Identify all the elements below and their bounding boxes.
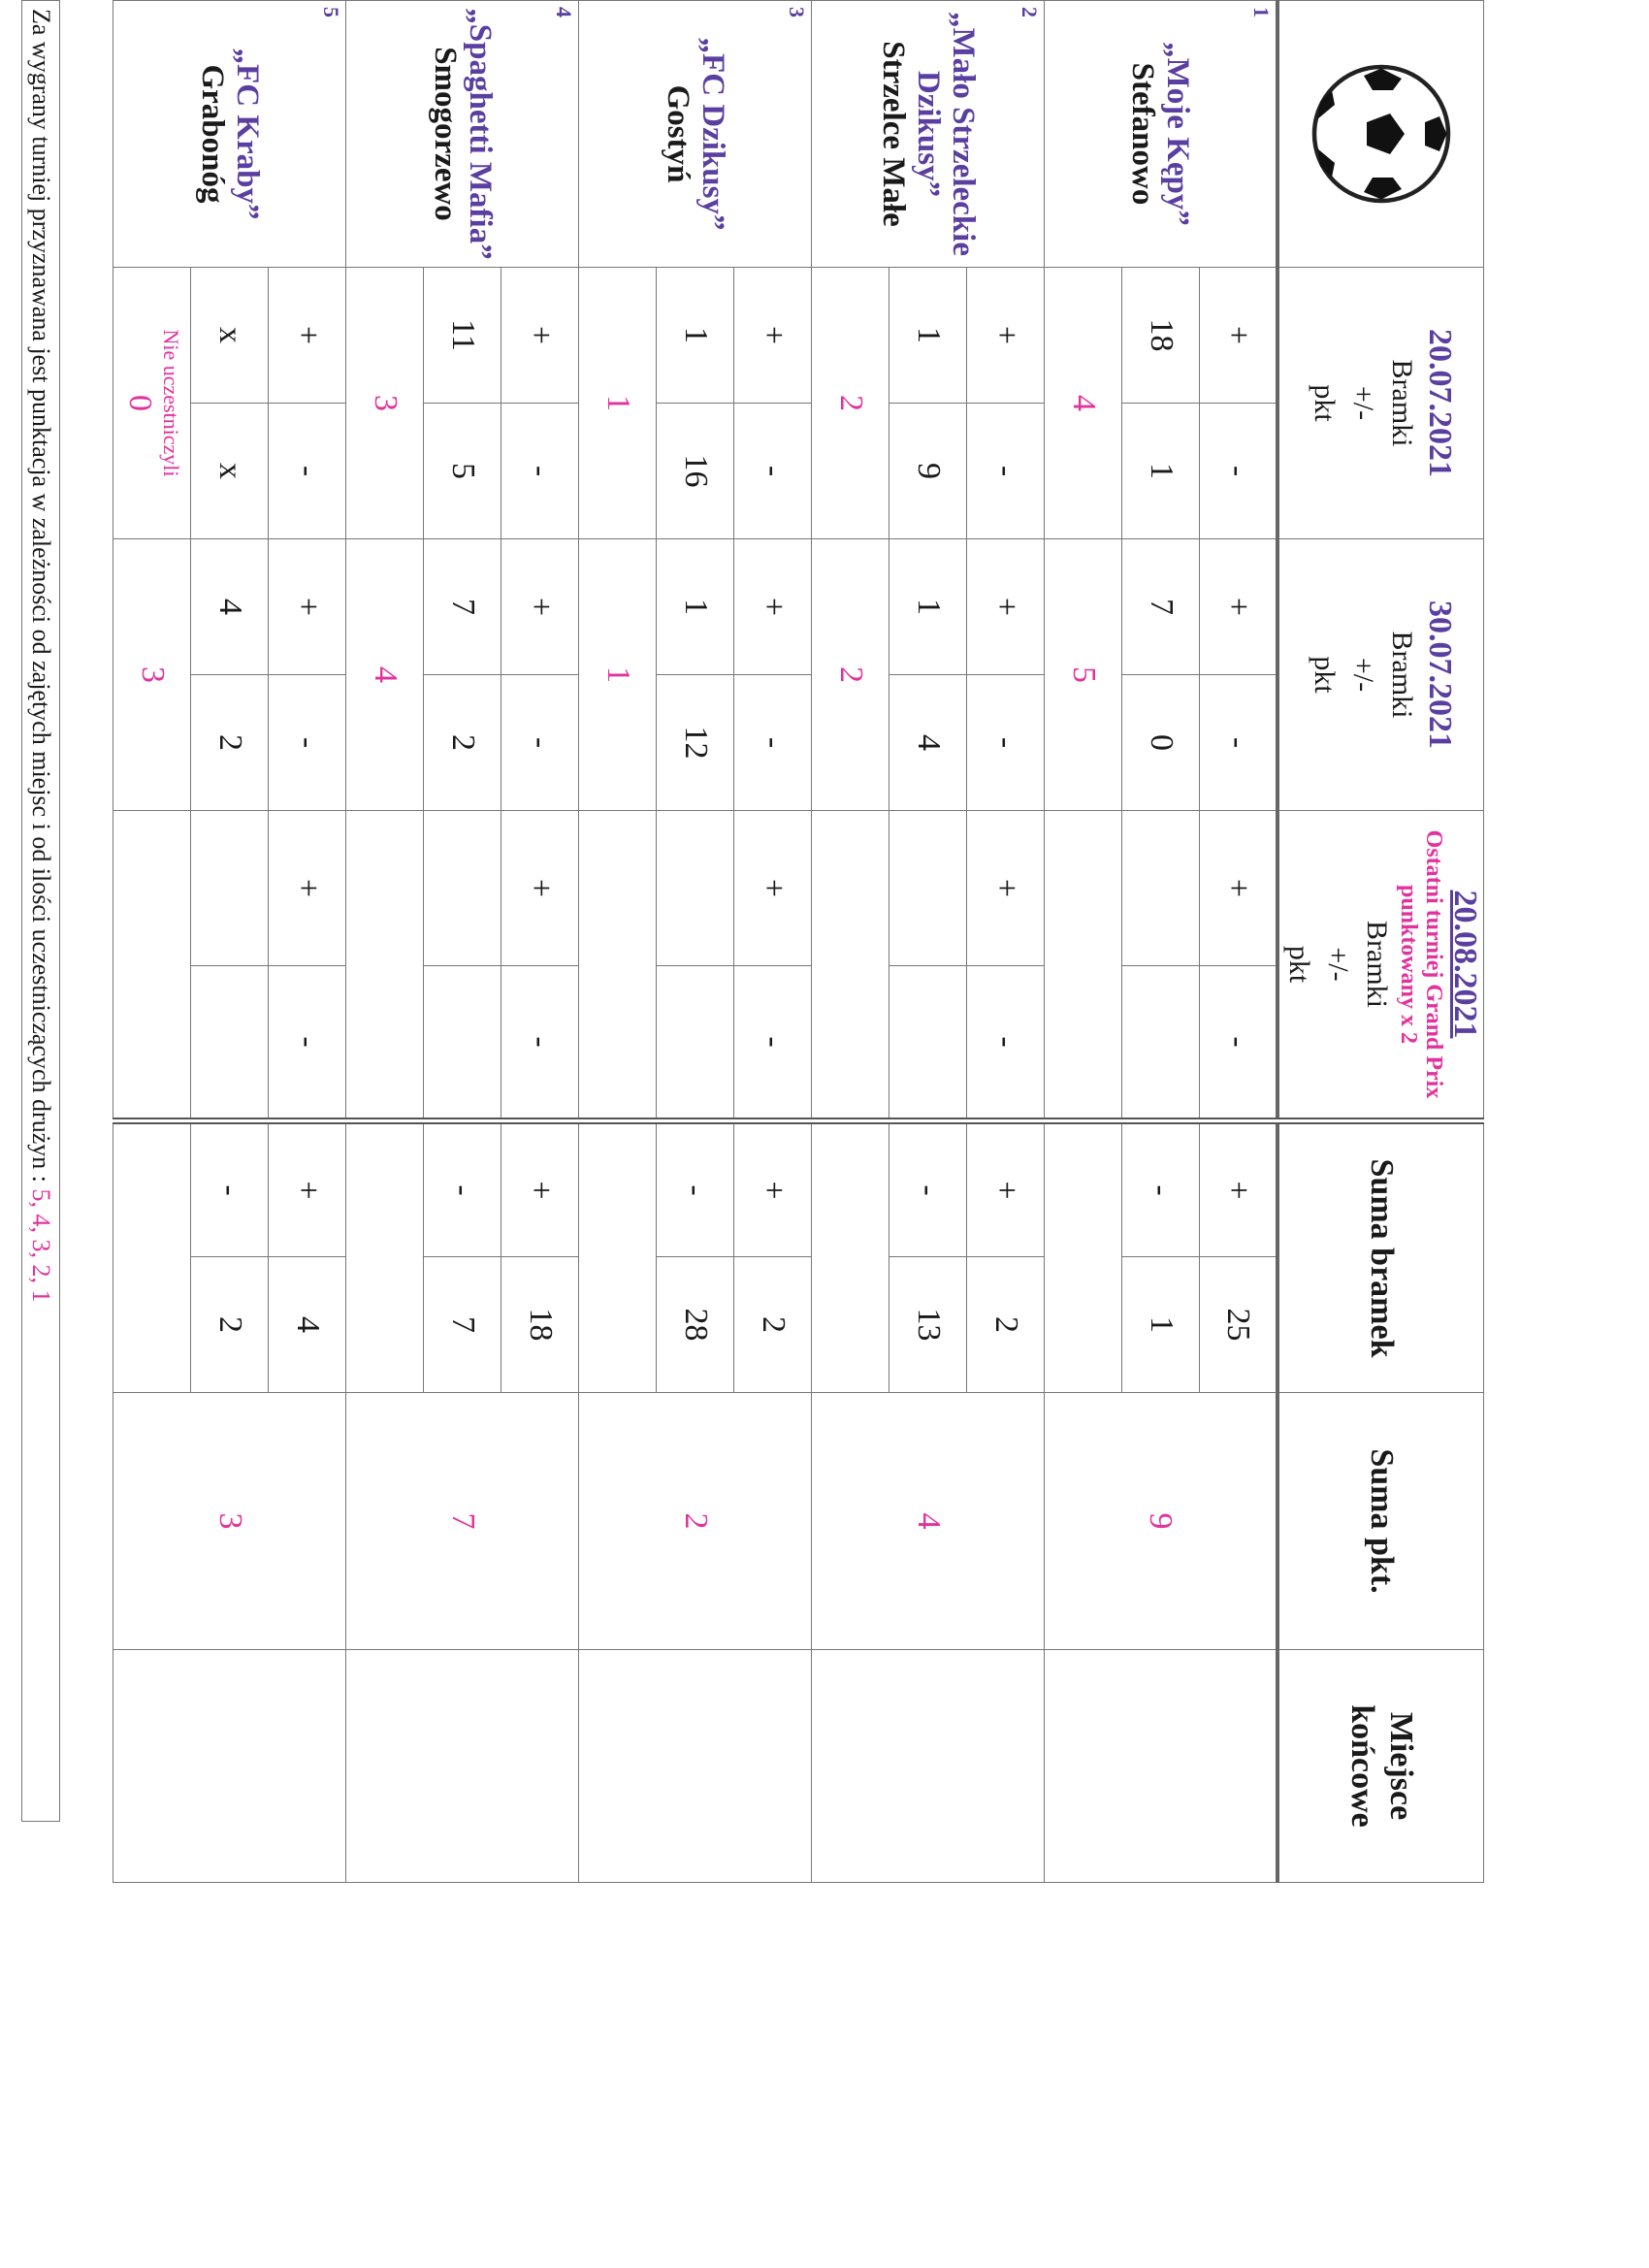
t3-minus-label: - <box>734 966 812 1121</box>
tournament-3-pkt-label: pkt <box>1283 945 1315 984</box>
tournament-3-header <box>1277 811 1484 1121</box>
t3-minus-label: - <box>501 966 579 1121</box>
t2-plus-label: + <box>1200 539 1277 675</box>
tournament-2-date: 30.07.2021 <box>1422 600 1458 749</box>
t3-minus-label: - <box>1200 966 1277 1121</box>
t1-points-value: 1 <box>600 395 636 411</box>
sum-plus-value: 25 <box>1200 1257 1277 1393</box>
team-row <box>269 1 346 1883</box>
sum-minus-label: - <box>1122 1121 1200 1257</box>
suma-pkt-header: Suma pkt. <box>1277 1393 1484 1650</box>
t2-points: 5 <box>1045 539 1122 811</box>
t2-minus-label: - <box>501 675 579 811</box>
team-town: Gostyń <box>661 84 695 183</box>
team-name: „Spaghetti Mafia” <box>463 8 498 260</box>
t1-points <box>1045 268 1122 539</box>
t3-goals-minus <box>657 966 734 1121</box>
t3-goals-minus <box>889 966 967 1121</box>
sum-plus-value: 4 <box>269 1257 346 1393</box>
t2-minus-label: - <box>734 675 812 811</box>
sum-minus-label: - <box>889 1121 967 1257</box>
tournament-1-plusminus-label: +/- <box>1347 385 1379 421</box>
team-row <box>967 1 1045 1883</box>
t1-plus-label: + <box>734 268 812 404</box>
t1-note: Nie uczestniczyli <box>159 329 183 477</box>
tournament-3-date: 20.08.2021 <box>1447 890 1483 1039</box>
footnote <box>21 0 60 1822</box>
t2-points: 3 <box>113 539 191 811</box>
tournament-1-pkt-label: pkt <box>1309 384 1341 422</box>
tournament-3-plusminus-label: +/- <box>1322 947 1354 982</box>
tournament-2-bramki-label: Bramki <box>1386 631 1418 719</box>
final-place <box>579 1650 812 1883</box>
t1-points-value: 2 <box>833 395 869 411</box>
results-table <box>113 0 1485 1883</box>
team-cell <box>1045 1 1277 268</box>
footnote-scores: 5, 4, 3, 2, 1 <box>27 1188 55 1303</box>
t2-goals-minus: 4 <box>889 675 967 811</box>
total-points: 7 <box>346 1393 579 1650</box>
t3-points <box>579 811 657 1121</box>
t1-plus-label: + <box>1200 268 1277 404</box>
t1-points-value: 3 <box>368 395 404 411</box>
t3-goals-plus <box>889 811 967 966</box>
tournament-1-header <box>1277 268 1484 539</box>
sum-spacer <box>113 1121 191 1393</box>
sum-minus-value: 28 <box>657 1257 734 1393</box>
t1-goals-plus: 11 <box>424 268 501 404</box>
t1-points-value: 4 <box>1066 395 1102 411</box>
t1-goals-minus: x <box>191 404 269 539</box>
sum-minus-label: - <box>424 1121 501 1257</box>
t2-goals-plus: 1 <box>657 539 734 675</box>
t1-goals-minus: 16 <box>657 404 734 539</box>
t2-goals-plus: 4 <box>191 539 269 675</box>
t3-points <box>346 811 424 1121</box>
footnote-text: Za wygrany turniej przyznawana jest punktacja w zależności od zajętych miejsc i od ilości uczestniczących drużyn : <box>27 9 55 1183</box>
t1-minus-label: - <box>967 404 1045 539</box>
sum-minus-value: 7 <box>424 1257 501 1393</box>
sum-plus-label: + <box>967 1121 1045 1257</box>
sum-plus-label: + <box>1200 1121 1277 1257</box>
team-cell <box>113 1 346 268</box>
t1-minus-label: - <box>1200 404 1277 539</box>
t2-plus-label: + <box>967 539 1045 675</box>
sum-minus-value: 13 <box>889 1257 967 1393</box>
team-number: 1 <box>1249 7 1274 17</box>
t2-goals-plus: 1 <box>889 539 967 675</box>
sum-plus-value: 18 <box>501 1257 579 1393</box>
t1-goals-minus: 5 <box>424 404 501 539</box>
t1-points-value: 0 <box>122 395 158 411</box>
suma-bramek-header: Suma bramek <box>1277 1121 1484 1393</box>
t2-plus-label: + <box>269 539 346 675</box>
team-row <box>1200 1 1277 1883</box>
t1-minus-label: - <box>734 404 812 539</box>
t1-points <box>579 268 657 539</box>
t3-plus-label: + <box>269 811 346 966</box>
t1-minus-label: - <box>501 404 579 539</box>
header-row <box>1277 1 1484 1883</box>
sum-plus-value: 2 <box>967 1257 1045 1393</box>
t3-plus-label: + <box>1200 811 1277 966</box>
football-icon <box>1309 61 1454 207</box>
t1-points <box>346 268 424 539</box>
tournament-2-plusminus-label: +/- <box>1347 657 1379 693</box>
tournament-1-date: 20.07.2021 <box>1422 329 1458 477</box>
t3-points <box>1045 811 1122 1121</box>
t1-goals-plus: 1 <box>889 268 967 404</box>
sum-minus-value: 1 <box>1122 1257 1200 1393</box>
t3-goals-minus <box>424 966 501 1121</box>
team-number: 5 <box>319 7 344 17</box>
team-cell <box>579 1 812 268</box>
team-town: Grabonóg <box>195 64 230 204</box>
team-name: „FC Dzikusy” <box>695 37 730 231</box>
t2-goals-minus: 0 <box>1122 675 1200 811</box>
tournament-2-pkt-label: pkt <box>1309 656 1341 694</box>
t2-goals-minus: 12 <box>657 675 734 811</box>
final-place <box>1045 1650 1277 1883</box>
team-town: Smogorzewo <box>428 47 463 221</box>
tournament-3-subtitle: Ostatni turniej Grand Prix punktowany x 2 <box>1396 829 1446 1099</box>
sum-spacer <box>812 1121 889 1393</box>
t1-plus-label: + <box>269 268 346 404</box>
sum-plus-value: 2 <box>734 1257 812 1393</box>
t3-goals-plus <box>191 811 269 966</box>
t2-goals-minus: 2 <box>191 675 269 811</box>
team-row <box>501 1 579 1883</box>
final-place <box>346 1650 579 1883</box>
t3-points <box>113 811 191 1121</box>
t1-goals-plus: 18 <box>1122 268 1200 404</box>
team-number: 3 <box>785 7 810 17</box>
sum-minus-label: - <box>657 1121 734 1257</box>
t2-points: 2 <box>812 539 889 811</box>
t2-points: 1 <box>579 539 657 811</box>
t3-plus-label: + <box>734 811 812 966</box>
sum-plus-label: + <box>269 1121 346 1257</box>
t3-goals-plus <box>1122 811 1200 966</box>
team-cell <box>346 1 579 268</box>
miejsce-header: Miejsce końcowe <box>1277 1650 1484 1883</box>
team-number: 2 <box>1018 7 1043 17</box>
t3-goals-plus <box>657 811 734 966</box>
tournament-3-bramki-label: Bramki <box>1361 921 1393 1008</box>
t1-plus-label: + <box>967 268 1045 404</box>
sum-spacer <box>579 1121 657 1393</box>
t2-goals-plus: 7 <box>1122 539 1200 675</box>
total-points: 3 <box>113 1393 346 1650</box>
tournament-1-bramki-label: Bramki <box>1386 359 1418 447</box>
t1-goals-plus: x <box>191 268 269 404</box>
total-points: 9 <box>1045 1393 1277 1650</box>
sum-plus-label: + <box>501 1121 579 1257</box>
t2-points: 4 <box>346 539 424 811</box>
team-name: „FC Kraby” <box>230 48 265 220</box>
t2-plus-label: + <box>734 539 812 675</box>
team-rows <box>113 1 1277 1883</box>
sum-plus-label: + <box>734 1121 812 1257</box>
t1-minus-label: - <box>269 404 346 539</box>
t2-minus-label: - <box>1200 675 1277 811</box>
logo-cell <box>1277 1 1484 268</box>
t2-plus-label: + <box>501 539 579 675</box>
t2-goals-plus: 7 <box>424 539 501 675</box>
t3-goals-plus <box>424 811 501 966</box>
results-sheet <box>27 0 1484 1843</box>
final-place <box>113 1650 346 1883</box>
t1-points <box>812 268 889 539</box>
t3-minus-label: - <box>967 966 1045 1121</box>
team-cell <box>812 1 1045 268</box>
t3-plus-label: + <box>967 811 1045 966</box>
sum-spacer <box>1045 1121 1122 1393</box>
sum-minus-label: - <box>191 1121 269 1257</box>
t1-points <box>113 268 191 539</box>
tournament-2-header <box>1277 539 1484 811</box>
t1-goals-minus: 1 <box>1122 404 1200 539</box>
t3-minus-label: - <box>269 966 346 1121</box>
team-number: 4 <box>552 7 577 17</box>
t1-goals-minus: 9 <box>889 404 967 539</box>
t1-goals-plus: 1 <box>657 268 734 404</box>
team-town: Strzelce Małe <box>876 41 911 227</box>
t3-goals-minus <box>191 966 269 1121</box>
t2-minus-label: - <box>967 675 1045 811</box>
team-town: Stefanowo <box>1125 62 1161 206</box>
team-row <box>734 1 812 1883</box>
sum-spacer <box>346 1121 424 1393</box>
t1-plus-label: + <box>501 268 579 404</box>
t3-goals-minus <box>1122 966 1200 1121</box>
total-points: 2 <box>579 1393 812 1650</box>
total-points: 4 <box>812 1393 1045 1650</box>
t2-goals-minus: 2 <box>424 675 501 811</box>
final-place <box>812 1650 1045 1883</box>
t3-plus-label: + <box>501 811 579 966</box>
t2-minus-label: - <box>269 675 346 811</box>
sum-minus-value: 2 <box>191 1257 269 1393</box>
team-name: „Moje Kępy” <box>1160 42 1196 226</box>
team-name: „Mało Strzeleckie Dzikusy” <box>911 12 981 256</box>
t3-points <box>812 811 889 1121</box>
